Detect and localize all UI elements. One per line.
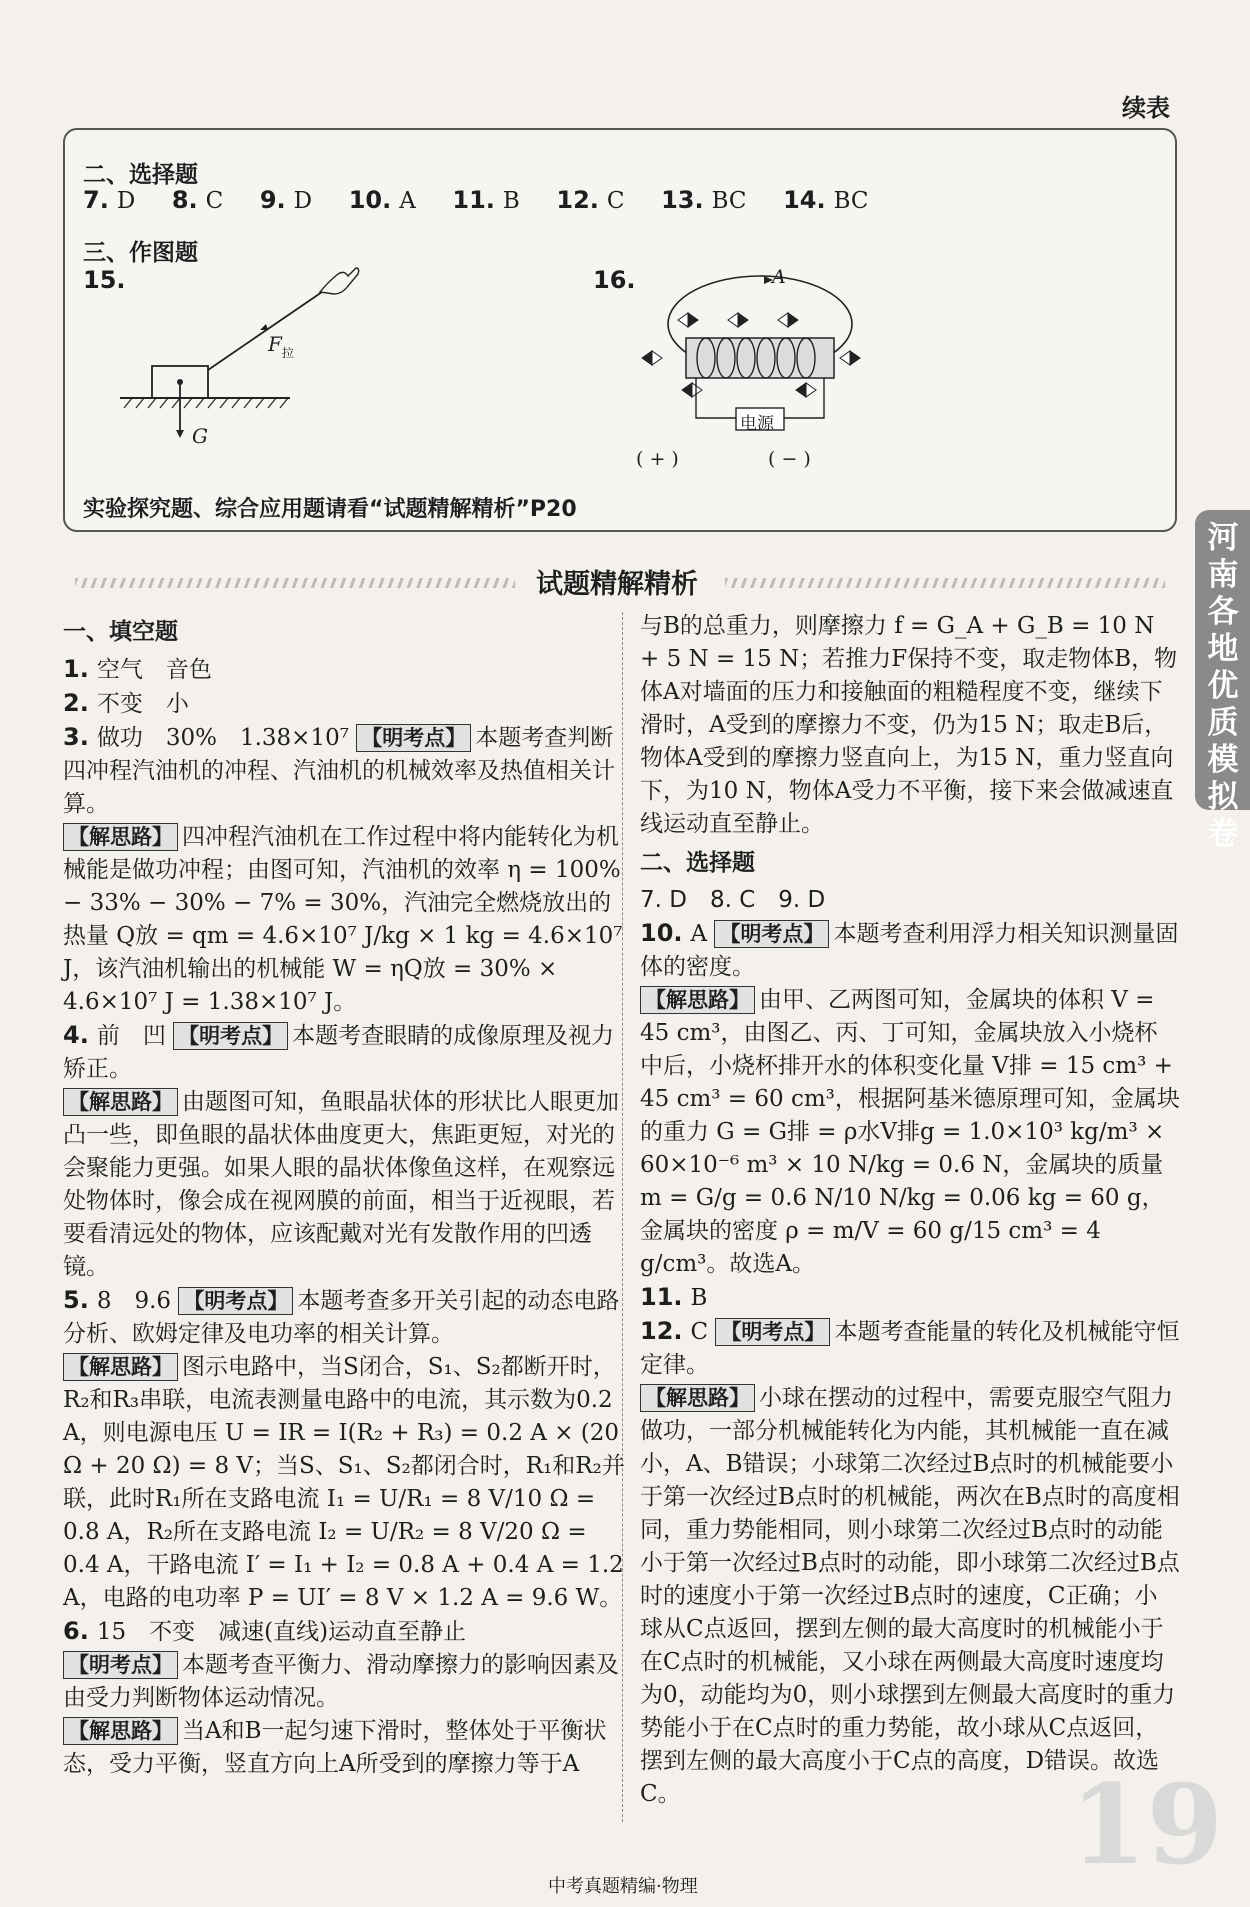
left-column: [63, 610, 628, 1781]
fill-blank-heading: 一、填空题: [63, 619, 178, 645]
answer-14: 14. BC: [783, 186, 869, 214]
section-banner: 试题精解精析: [536, 569, 698, 600]
answer-10: 10. A: [348, 186, 416, 214]
side-tab-text: 河南各地优质模拟卷: [1207, 520, 1239, 852]
q7-9-answers: 7. D 8. C 9. D: [640, 887, 826, 913]
answer-9: 9. D: [259, 186, 313, 214]
right-column: [640, 610, 1180, 1811]
section3-title: 三、作图题: [83, 240, 198, 266]
q12-answer: 12. C 【明考点】 本题考查能量的转化及机械能守恒定律。: [640, 1317, 1180, 1378]
q6-answer: 6. 15 不变 减速(直线)运动直至静止: [63, 1617, 467, 1645]
f15-force-label: $F_拉$: [268, 332, 294, 360]
pull-force-arrow: [208, 292, 322, 370]
q11-answer: 11. B: [640, 1283, 708, 1311]
choice-answers-row: [83, 186, 869, 214]
q4-answer: 4. 前 凹 【明考点】 本题考查眼睛的成像原理及视力矫正。: [63, 1021, 615, 1082]
q3-analysis: 【解思路】 四冲程汽油机在工作过程中将内能转化为机械能是做功冲程；由图可知，汽油机的效率 η = 100% − 33% − 30% − 7% = 30%，汽油完全燃烧放出的热量 Q放 = qm = 4.6×10⁷ J/kg × 1 kg = 4.6×10⁷ J，该汽油机输出的机械能 W = ηQ放 = 30% × 4.6×10⁷ J = 1.38×10⁷ J。: [63, 824, 623, 1015]
figure-16: [640, 268, 880, 468]
q6-analysis: 【解思路】 当A和B一起匀速下滑时，整体处于平衡状态，受力平衡，竖直方向上A所受到的摩擦力等于A: [63, 1718, 607, 1777]
q1-answer: 1. 空气 音色: [63, 655, 212, 683]
q6-continued: 与B的总重力，则摩擦力 f = G_A + G_B = 10 N + 5 N = 15 N；若推力F保持不变，取走物体B，物体A对墙面的压力和接触面的粗糙程度不变，继续下滑时，A受到的摩擦力不变，仍为15 N；取走B后，物体A受到的摩擦力竖直向上，为15 N，重力竖直向下，为10 N，物体A受力不平衡，接下来会做减速直线运动直至静止。: [640, 613, 1178, 837]
q5-answer: 5. 8 9.6 【明考点】 本题考查多开关引起的动态电路分析、欧姆定律及电功率的相关计算。: [63, 1286, 620, 1347]
page-number: 19: [1070, 1760, 1224, 1889]
banner-line-right: [725, 578, 1165, 588]
q10-answer: 10. A 【明考点】 本题考查利用浮力相关知识测量固体的密度。: [640, 919, 1179, 980]
continued-label: 续表: [1122, 94, 1170, 122]
q2-answer: 2. 不变 小: [63, 689, 189, 717]
q10-analysis: 【解思路】 由甲、乙两图可知，金属块的体积 V = 45 cm³，由图乙、丙、丁可知，金属块放入小烧杯中后，小烧杯排开水的体积变化量 V排 = 15 cm³ + 45 cm³ = 60 cm³，根据阿基米德原理可知，金属块的重力 G = G排 = ρ水V排g = 1.0×10³ kg/m³ × 60×10⁻⁶ m³ × 10 N/kg = 0.6 N，金属块的质量 m = G/g = 0.6 N/10 N/kg = 0.06 kg = 60 g，金属块的密度 ρ = m/V = 60 g/15 cm³ = 4 g/cm³。故选A。: [640, 987, 1180, 1277]
f16-pos-terminal: ( + ): [636, 448, 679, 470]
footer: 中考真题精编·物理: [548, 1876, 698, 1897]
ground-hatch: [124, 398, 288, 408]
hand-icon: [320, 268, 359, 294]
section2-title: 二、选择题: [83, 162, 198, 188]
choice-heading: 二、选择题: [640, 850, 755, 876]
answer-11: 11. B: [452, 186, 520, 214]
wire-left: [696, 378, 736, 418]
q12-analysis: 【解思路】 小球在摆动的过程中，需要克服空气阻力做功，一部分机械能转化为内能，其机械能一直在减小，A、B错误；小球第二次经过B点时的机械能要小于第一次经过B点时的机械能，两次在B点时的高度相同，重力势能相同，则小球第二次经过B点时的动能小于第一次经过B点时的动能，即小球第二次经过B点时的速度小于第一次经过B点时的速度，C正确；小球从C点返回，摆到左侧的最大高度时的机械能小于在C点时的机械能，又小球在两侧最大高度时速度均为0，动能均为0，则小球摆到左侧最大高度时的重力势能小于在C点时的重力势能，故小球从C点返回，摆到左侧的最大高度小于C点的高度，D错误。故选C。: [640, 1385, 1180, 1807]
q16-label: 16.: [593, 266, 636, 294]
q15-label: 15.: [83, 266, 126, 294]
answer-12: 12. C: [556, 186, 625, 214]
f16-neg-terminal: ( − ): [768, 448, 811, 470]
f15-weight-label: G: [192, 424, 208, 448]
answer-8: 8. C: [171, 186, 224, 214]
q5-analysis: 【解思路】 图示电路中，当S闭合，S₁、S₂都断开时，R₂和R₃串联，电流表测量电路中的电流，其示数为0.2 A，则电源电压 U = IR = I(R₂ + R₃) = 0.2 A × (20 Ω + 20 Ω) = 8 V；当S、S₁、S₂都闭合时，R₁和R₂并联，此时R₁所在支路电流 I₁ = U/R₁ = 8 V/10 Ω = 0.8 A，R₂所在支路电流 I₂ = U/R₂ = 8 V/20 Ω = 0.4 A，干路电流 I′ = I₁ + I₂ = 0.8 A + 0.4 A = 1.2 A，电路的电功率 P = UI′ = 8 V × 1.2 A = 9.6 W。: [63, 1354, 625, 1611]
answer-7: 7. D: [83, 186, 136, 214]
f16-point-label: A: [772, 266, 786, 288]
f15-force-sub: 拉: [281, 346, 294, 360]
f16-source-label: 电源: [740, 414, 774, 434]
answer-box-note: 实验探究题、综合应用题请看“试题精解精析”P20: [83, 497, 577, 522]
q3-answer: 3. 做功 30% 1.38×10⁷ 【明考点】 本题考查判断四冲程汽油机的冲程、汽油机的机械效率及热值相关计算。: [63, 723, 615, 817]
banner-line-left: [75, 578, 515, 588]
figure-15: [110, 258, 370, 458]
q4-analysis: 【解思路】 由题图可知，鱼眼晶状体的形状比人眼更加凸一些，即鱼眼的晶状体曲度更大，焦距更短，对光的会聚能力更强。如果人眼的晶状体像鱼这样，在观察远处物体时，像会成在视网膜的前面，相当于近视眼，若要看清远处的物体，应该配戴对光有发散作用的凹透镜。: [63, 1089, 619, 1280]
q6-point: 【明考点】 本题考查平衡力、滑动摩擦力的影响因素及由受力判断物体运动情况。: [63, 1652, 619, 1711]
answer-13: 13. BC: [661, 186, 747, 214]
